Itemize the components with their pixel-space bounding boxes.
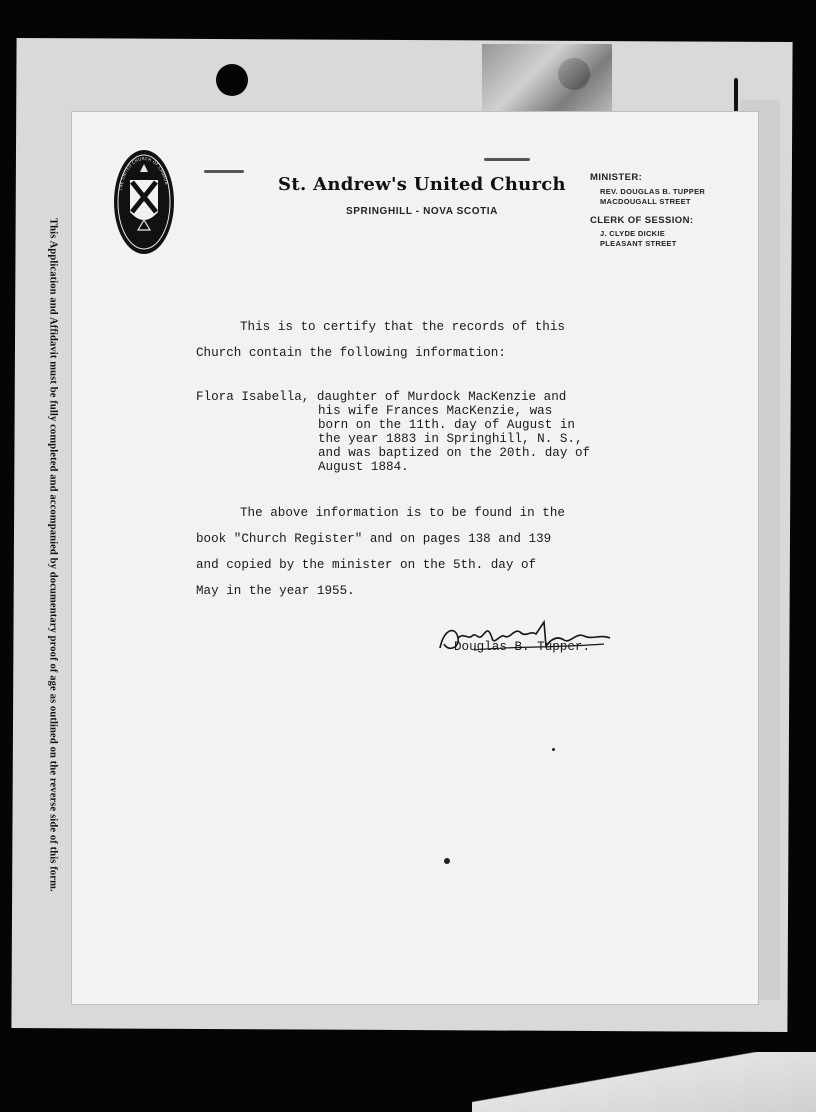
minister-name: REV. DOUGLAS B. TUPPER [600, 187, 706, 196]
side-instruction-note [42, 150, 64, 960]
folded-corner [472, 1052, 816, 1112]
record-line: and was baptized on the 20th. day of [318, 446, 591, 460]
side-instruction-text: This Application and Affidavit must be fully completed and accompanied by documentary proof of age as outlined on the reverse side of this form. [47, 218, 59, 892]
source-line: book "Church Register" and on pages 138 and 139 [196, 532, 552, 546]
clerk-name: J. CLYDE DICKIE [600, 229, 666, 238]
church-crest-icon [112, 148, 176, 256]
record-line: Flora Isabella, daughter of Murdock MacKenzie and [196, 390, 567, 404]
signer-name: Douglas B. Tupper. [454, 640, 591, 654]
intro-line-2: Church contain the following information: [196, 346, 506, 360]
church-name: St. Andrew's United Church [278, 174, 566, 195]
ink-dot [444, 858, 450, 864]
record-line: August 1884. [318, 460, 409, 474]
punch-hole-left [216, 64, 248, 96]
clerk-address: PLEASANT STREET [600, 239, 677, 248]
fastener-hook [734, 78, 738, 112]
minister-block [590, 172, 705, 207]
church-location: SPRINGHILL - NOVA SCOTIA [346, 206, 498, 217]
intro-line-1: This is to certify that the records of this [240, 320, 565, 334]
clerk-block [590, 215, 693, 249]
source-line: The above information is to be found in the [240, 506, 565, 520]
adhesive-tape [482, 44, 612, 114]
source-line: May in the year 1955. [196, 584, 355, 598]
clerk-label: CLERK OF SESSION: [590, 215, 694, 226]
svg-text:THE UNITED CHURCH OF CANADA: THE UNITED CHURCH OF CANADA [118, 155, 170, 191]
record-line: born on the 11th. day of August in [318, 418, 575, 432]
staple-right [484, 158, 530, 161]
minister-address: MACDOUGALL STREET [600, 197, 691, 206]
minister-label: MINISTER: [590, 172, 643, 183]
record-line: his wife Frances MacKenzie, was [318, 404, 553, 418]
certificate-letter [72, 112, 758, 1004]
source-line: and copied by the minister on the 5th. day of [196, 558, 537, 572]
record-line: the year 1883 in Springhill, N. S., [318, 432, 583, 446]
ink-dot [552, 748, 555, 751]
staple-left [204, 170, 244, 173]
